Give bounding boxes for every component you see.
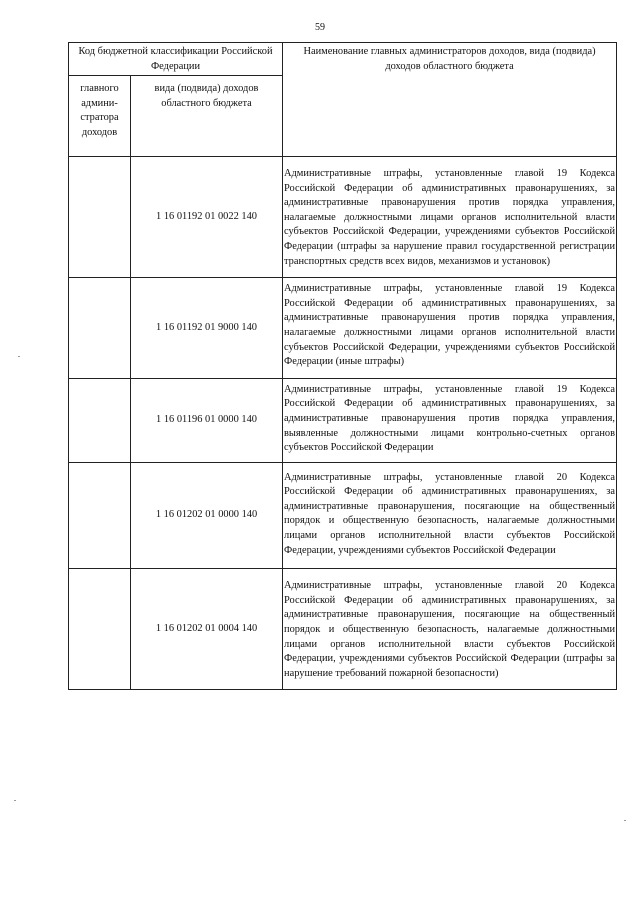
income-description-cell [283,157,617,278]
income-description-cell [283,462,617,569]
table-header-row-top [69,43,617,76]
scan-speck [14,800,16,801]
table-row [69,462,617,569]
admin-code-cell [69,157,131,278]
income-description-cell [283,278,617,379]
income-code-cell: 1 16 01196 01 0000 140 [131,378,283,462]
header-type-column: вида (подвида) доходов областного бюджета [131,76,283,157]
admin-code-cell [69,278,131,379]
income-code-cell: 1 16 01202 01 0004 140 [131,569,283,690]
table-row [69,569,617,690]
admin-code-cell [69,378,131,462]
header-admin-column: главного админи-стратора доходов [69,76,131,157]
income-description-cell [283,378,617,462]
scan-speck [18,356,20,357]
income-code-cell: 1 16 01192 01 0022 140 [131,157,283,278]
budget-classification-table [68,42,617,690]
table-row [69,157,617,278]
income-description-cell [283,569,617,690]
scan-speck [624,820,626,821]
income-description-text: Административные штрафы, установленные главой 19 Кодекса Российской Федерации об административных правонарушениях, за административные правонарушения против порядка управления, налагаемые должностными лицами органов исполнительной власти субъектов Российской Федерации, учреждениями субъектов Российской Федерации (иные штрафы) [284,283,616,368]
admin-code-cell [69,462,131,569]
income-description-text: Административные штрафы, установленные главой 19 Кодекса Российской Федерации об административных правонарушениях, за административные правонарушения против порядка управления, выявленные должностными лицами контрольно-счетных органов субъектов Российской Федерации [284,383,616,454]
income-code-cell: 1 16 01202 01 0000 140 [131,462,283,569]
table-row [69,278,617,379]
page-number: 59 [315,22,325,33]
header-code-group: Код бюджетной классификации Российской Федерации [69,43,283,76]
admin-code-cell [69,569,131,690]
income-description-text: Административные штрафы, установленные главой 20 Кодекса Российской Федерации об административных правонарушениях, за административные правонарушения, посягающие на общественный порядок и общественную безопасность, налагаемые должностными лицами органов исполнительной власти субъектов Российской Федерации, учреждениями субъектов Российской Федерации (штрафы за нарушение требований пожарной безопасности) [284,580,616,679]
income-description-text: Административные штрафы, установленные главой 20 Кодекса Российской Федерации об административных правонарушениях, за административные правонарушения, посягающие на общественный порядок и общественную безопасность, налагаемые должностными лицами органов исполнительной власти субъектов Российской Федерации, учреждениями субъектов Российской Федерации [284,471,616,556]
income-description-text: Административные штрафы, установленные главой 19 Кодекса Российской Федерации об административных правонарушениях, за административные правонарушения против порядка управления, налагаемые должностными лицами органов исполнительной власти субъектов Российской Федерации, учреждениями субъектов Российской Федерации (штрафы за нарушение правил государственной регистрации транспортных средств всех видов, механизмов и установок) [284,168,616,267]
income-code-cell: 1 16 01192 01 9000 140 [131,278,283,379]
table-row [69,378,617,462]
header-name-column: Наименование главных администраторов доходов, вида (подвида) доходов областного бюджета [283,43,617,157]
